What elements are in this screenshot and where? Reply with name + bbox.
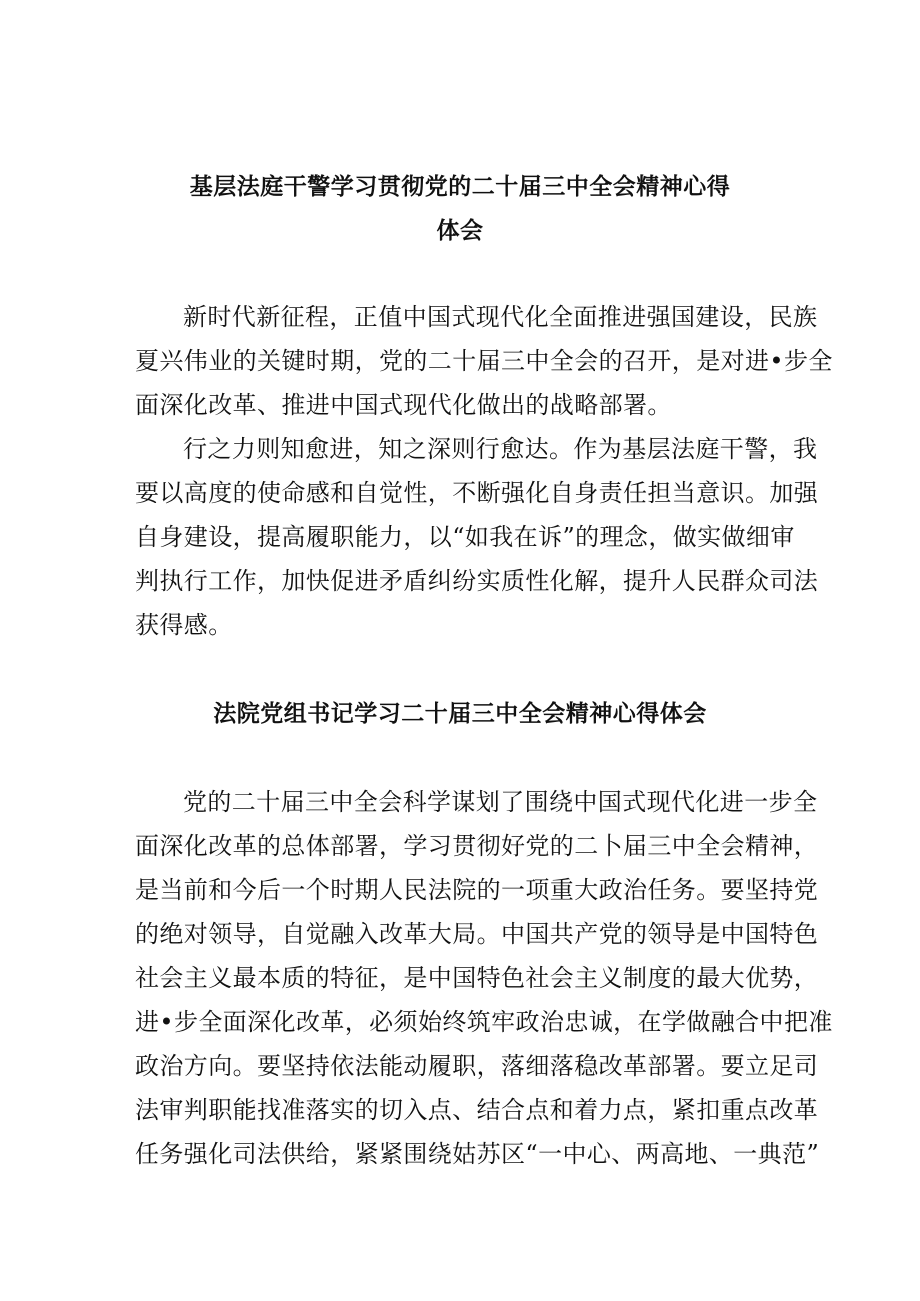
article2-text-line: 面深化改革的总体部署，学习贯彻好党的二卜届三中全会精神， bbox=[135, 832, 819, 860]
article2-text-line: 党的二十届三中全会科学谋划了围绕中国式现代化进一步全 bbox=[183, 788, 818, 816]
article2-text-line: 是当前和今后一个时期人民法院的一项重大政治任务。要坚持党 bbox=[135, 876, 819, 904]
article1-title-line1: 基层法庭干警学习贯彻党的二十届三中全会精神心得 bbox=[189, 174, 731, 200]
article1-text-line: 要以高度的使命感和自觉性，不断强化自身责任担当意识。加强 bbox=[135, 479, 819, 507]
article2-text-line: 任务强化司法供给，紧紧围绕姑苏区“一中心、两高地、一典范” bbox=[135, 1140, 820, 1168]
article2-text-line: 法审判职能找准落实的切入点、结合点和着力点，紧扣重点改革 bbox=[135, 1096, 819, 1124]
article1-text-line: 行之力则知愈进，知之深则行愈达。作为基层法庭干警，我 bbox=[183, 435, 818, 463]
article2-text-line: 进•步全面深化改革，必须始终筑牢政治忠诚，在学做融合中把准 bbox=[135, 1008, 833, 1036]
article2-text-line: 政治方向。要坚持依法能动履职，落细落稳改革部署。要立足司 bbox=[135, 1052, 819, 1080]
article1-text-line: 判执行工作，加快促进矛盾纠纷实质性化解，提升人民群众司法 bbox=[135, 567, 819, 595]
article1-text-line: 夏兴伟业的关键时期，党的二十届三中全会的召开，是对进•步全 bbox=[135, 347, 833, 375]
article1-text-line: 面深化改革、推进中国式现代化做出的战略部署。 bbox=[135, 391, 672, 419]
article1-text-line: 自身建设，提高履职能力，以“如我在诉”的理念，做实做细审 bbox=[135, 523, 795, 551]
article1-title-line2: 体会 bbox=[436, 218, 484, 244]
article2-text-line: 社会主义最本质的特征，是中国特色社会主义制度的最大优势， bbox=[135, 964, 819, 992]
article2-title: 法院党组书记学习二十届三中全会精神心得体会 bbox=[213, 701, 707, 727]
article2-text-line: 的绝对领导，自觉融入改革大局。中国共产党的领导是中国特色 bbox=[135, 920, 819, 948]
article1-text-line: 获得感。 bbox=[135, 611, 233, 639]
article1-text-line: 新时代新征程，正值中国式现代化全面推进强国建设，民族 bbox=[183, 303, 818, 331]
